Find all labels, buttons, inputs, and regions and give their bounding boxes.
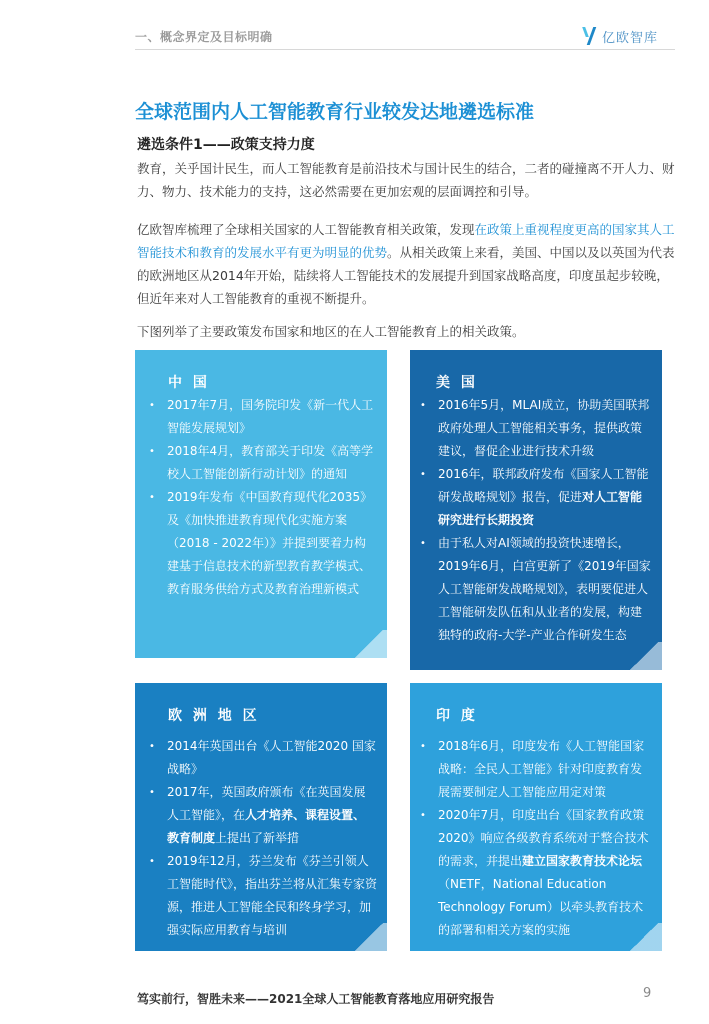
section-header: 一、概念界定及目标明确 [135,30,273,44]
list-item-text: 2016年，联邦政府发布《国家人工智能研发战略规划》报告，促进 [438,467,649,504]
page-title: 全球范围内人工智能教育行业较发达地遴选标准 [135,101,535,123]
card-title-usa: 美 国 [436,375,478,391]
list-item [147,781,377,850]
list-item-text: 上提出了新举措 [215,831,300,845]
policy-list-europe [147,735,377,942]
list-item: • 由于私人对AI领域的投资快速增长，2019年6月，白宫更新了《2019年国家人工智能研发战略规划》，表明要促进人工智能研发队伍和从业者的发展，构建独特的政府-大学-产业合作研发生态 [418,532,652,647]
logo [583,26,658,46]
card-europe [135,683,387,951]
list-item: • 2016年5月，MLAI成立，协助美国联邦政府处理人工智能相关事务，提供政策建议，督促企业进行技术升级 [418,394,652,463]
logo-icon [583,26,599,46]
page-number: 9 [643,986,652,1001]
findings-text-a: 亿欧智库梳理了全球相关国家的人工智能教育相关政策，发现 [137,222,475,237]
list-item-text: （NETF，National Education Technology Forum）以牵头教育技术的部署和相关方案的实施 [438,877,644,937]
paragraph-findings [137,218,677,310]
policy-list-india [418,735,652,942]
list-item-emphasis: 人才培养、课程设置、教育制度 [167,808,366,845]
card-india [410,683,662,951]
paragraph-intro: 教育，关乎国计民生，而人工智能教育是前沿技术与国计民生的结合，二者的碰撞离不开人力、财力、物力、技术能力的支持，这必然需要在更加宏观的层面调控和引导。 [137,161,675,199]
card-title-india: 印 度 [436,708,478,724]
header-divider [135,49,675,50]
footer-report-title: 笃实前行，智胜未来——2021全球人工智能教育落地应用研究报告 [137,992,495,1006]
list-item-emphasis: 对人工智能研究进行长期投资 [438,490,643,527]
card-title-china: 中 国 [168,375,210,391]
findings-text-b: 。从相关政策上来看，美国、中国以及以英国为代表的欧洲地区从2014年开始，陆续将人工智能技术的发展提升到国家战略高度，印度虽起步较晚，但近年来对人工智能教育的重视不断提升。 [137,245,675,306]
findings-highlight: 在政策上重视程度更高的国家其人工智能技术和教育的发展水平有更为明显的优势 [137,222,675,260]
policy-list-china [147,394,377,601]
list-item: • 2018年4月，教育部关于印发《高等学校人工智能创新行动计划》的通知 [147,440,377,486]
list-item: • 2014年英国出台《人工智能2020 国家战略》 [147,735,377,781]
section-subtitle: 遴选条件1——政策支持力度 [137,137,315,153]
paragraph-figure-intro: 下图列举了主要政策发布国家和地区的在人工智能教育上的相关政策。 [137,324,525,339]
logo-text: 亿欧智库 [602,30,659,46]
list-item-text: 2020年7月，印度出台《国家教育政策2020》响应各级教育系统对于整合技术的需求，并提出 [438,808,649,868]
list-item: • 2018年6月，印度发布《人工智能国家战略：全民人工智能》针对印度教育发展需要制定人工智能应用定对策 [418,735,652,804]
list-item: • 2019年发布《中国教育现代化2035》及《加快推进教育现代化实施方案（2018 - 2022年）》并提到要着力构建基于信息技术的新型教育教学模式、教育服务供给方式及教育治理新模式 [147,486,377,601]
policy-list-usa [418,394,652,647]
list-item: • 2019年12月，芬兰发布《芬兰引领人工智能时代》，指出芬兰将从汇集专家资源，推进人工智能全民和终身学习，加强实际应用教育与培训 [147,850,377,942]
list-item [418,804,652,942]
list-item [418,463,652,532]
card-usa [410,350,662,670]
card-title-europe: 欧 洲 地 区 [168,708,260,724]
list-item-emphasis: 建立国家教育技术论坛 [522,854,643,868]
list-item-text: 2017年，英国政府颁布《在英国发展人工智能》，在 [167,785,366,822]
card-china [135,350,387,658]
list-item: • 2017年7月，国务院印发《新一代人工智能发展规划》 [147,394,377,440]
